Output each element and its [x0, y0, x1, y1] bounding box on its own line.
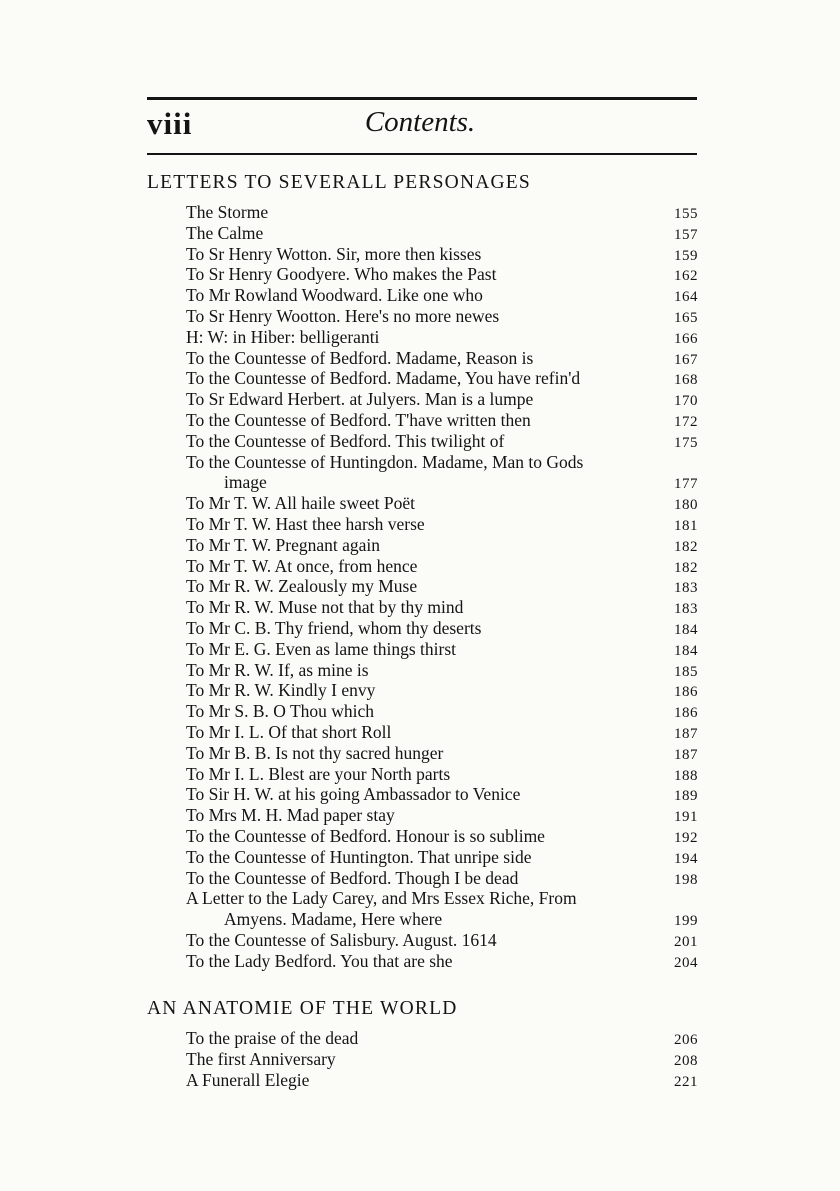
toc-entry-title: To the Lady Bedford. You that are she — [186, 950, 453, 971]
toc-entry — [186, 202, 698, 223]
toc-entry-page: 177 — [674, 476, 698, 493]
header-rule-bottom — [147, 153, 697, 155]
toc-entry-title: To Mr R. W. Zealously my Muse — [186, 576, 418, 597]
toc-entry-title: To Mr T. W. At once, from hence — [186, 555, 418, 576]
toc-entry — [186, 888, 698, 909]
toc-entry-title: To Mr R. W. Muse not that by thy mind — [186, 597, 464, 618]
toc-entry — [186, 389, 698, 410]
toc-entry — [186, 493, 698, 514]
toc-entry-title: To Sr Henry Goodyere. Who makes the Past — [186, 264, 497, 285]
toc-entry — [186, 306, 698, 327]
toc-entry-page: 189 — [674, 788, 698, 805]
toc-entry-page: 155 — [674, 206, 698, 222]
toc-entry — [186, 930, 698, 951]
toc-entry-title: To the Countesse of Bedford. This twilight of — [186, 430, 505, 451]
toc-entry — [186, 639, 698, 660]
toc-entry-title: To the Countesse of Bedford. T'have written then — [186, 409, 531, 430]
toc-entry — [186, 244, 698, 265]
toc-entry — [186, 223, 698, 244]
toc-entry — [186, 285, 698, 306]
toc-entry-title: To Mrs M. H. Mad paper stay — [186, 805, 395, 826]
toc-entry-page: 187 — [674, 725, 698, 742]
toc-entry — [186, 868, 698, 889]
toc-entry — [186, 660, 698, 681]
toc-entry-page: 204 — [674, 954, 698, 971]
toc-entry-title: To Mr R. W. Kindly I envy — [186, 680, 376, 701]
toc-entry-title: The Calme — [186, 222, 264, 243]
toc-entry — [186, 556, 698, 577]
toc-entry-title: To the Countesse of Bedford. Honour is so sublime — [186, 825, 545, 846]
toc-entry-title-continuation: image — [224, 472, 267, 493]
toc-entry-title: To Mr R. W. If, as mine is — [186, 659, 369, 680]
toc-entry-page: 172 — [674, 413, 698, 430]
toc-entry-page: 208 — [674, 1052, 698, 1069]
toc-entry-title: To Sr Henry Wotton. Sir, more then kisses — [186, 243, 482, 264]
toc-entry — [186, 576, 698, 597]
toc-entry — [186, 764, 698, 785]
toc-entry-title: H: W: in Hiber: belligeranti — [186, 326, 380, 347]
toc-entry — [186, 1070, 698, 1091]
toc-entry-page: 194 — [674, 850, 698, 867]
toc-entry-title: To the Countesse of Bedford. Madame, You have refin'd — [186, 368, 581, 389]
toc-entry — [186, 348, 698, 369]
toc-entry-page: 187 — [674, 746, 698, 763]
toc-entry — [186, 597, 698, 618]
toc-entry — [186, 847, 698, 868]
toc-entry-page: 164 — [674, 289, 698, 306]
toc-entry-page: 167 — [674, 351, 698, 368]
running-title: Contents. — [364, 106, 476, 138]
toc-entry-title: To Mr I. L. Of that short Roll — [186, 721, 392, 742]
toc-entry-title: To Mr S. B. O Thou which — [186, 701, 375, 722]
toc-entry-title: To the Countesse of Huntingdon. Madame, Man to Gods — [186, 451, 584, 472]
toc-entry-page: 191 — [674, 809, 698, 826]
toc-entry-page: 182 — [674, 559, 698, 576]
toc-entry — [186, 410, 698, 431]
toc-entry-title: To the Countesse of Huntington. That unripe side — [186, 846, 532, 867]
toc-entry-page: 188 — [674, 767, 698, 784]
toc-entry — [186, 826, 698, 847]
toc-entry-page: 221 — [674, 1073, 698, 1090]
toc-entry-title-continuation: Amyens. Madame, Here where — [224, 909, 443, 930]
toc-entry — [186, 680, 698, 701]
toc-entry — [186, 431, 698, 452]
toc-entry-page: 183 — [674, 601, 698, 618]
toc-entry-page: 162 — [674, 268, 698, 285]
toc-entry — [186, 784, 698, 805]
toc-entry-title: A Funerall Elegie — [186, 1069, 310, 1090]
toc-entry-title: The first Anniversary — [186, 1048, 336, 1069]
toc-entry-page: 183 — [674, 580, 698, 597]
toc-entry-page: 185 — [674, 663, 698, 680]
toc-entry-title: To Mr B. B. Is not thy sacred hunger — [186, 742, 444, 763]
toc-entry — [186, 264, 698, 285]
toc-entry — [186, 951, 698, 972]
toc-entry — [186, 327, 698, 348]
toc-entry-page: 184 — [674, 642, 698, 659]
toc-list-letters — [186, 202, 698, 971]
toc-entry — [186, 743, 698, 764]
toc-entry-title: To Sr Henry Wootton. Here's no more newes — [186, 305, 500, 326]
toc-entry-page: 170 — [674, 393, 698, 410]
toc-entry-page: 192 — [674, 829, 698, 846]
toc-entry-title: To Mr Rowland Woodward. Like one who — [186, 285, 483, 306]
toc-entry-title: To the Countesse of Salisbury. August. 1614 — [186, 929, 497, 950]
toc-entry-page: 175 — [674, 434, 698, 451]
section-heading-anatomie: AN ANATOMIE OF THE WORLD — [147, 998, 458, 1019]
toc-entry-title: To Sr Edward Herbert. at Julyers. Man is a lumpe — [186, 389, 534, 410]
toc-entry-page: 186 — [674, 705, 698, 722]
toc-entry-title: To Mr T. W. Pregnant again — [186, 534, 381, 555]
toc-entry-page: 157 — [674, 226, 698, 243]
toc-entry — [186, 535, 698, 556]
toc-entry-title: To Sir H. W. at his going Ambassador to Venice — [186, 784, 521, 805]
toc-entry — [186, 1028, 698, 1049]
toc-entry-page: 181 — [674, 517, 698, 534]
toc-entry — [186, 618, 698, 639]
toc-entry-page: 168 — [674, 372, 698, 389]
toc-entry-title: To the praise of the dead — [186, 1028, 359, 1048]
toc-entry-title: The Storme — [186, 202, 269, 222]
toc-entry — [186, 805, 698, 826]
toc-entry-page: 198 — [674, 871, 698, 888]
toc-entry-continuation — [186, 909, 698, 930]
toc-entry-title: To Mr T. W. Hast thee harsh verse — [186, 513, 425, 534]
toc-entry-title: A Letter to the Lady Carey, and Mrs Essex Riche, From — [186, 888, 577, 909]
toc-entry-page: 182 — [674, 538, 698, 555]
toc-entry-page: 180 — [674, 497, 698, 514]
toc-entry — [186, 722, 698, 743]
toc-entry-title: To Mr E. G. Even as lame things thirst — [186, 638, 456, 659]
toc-entry — [186, 452, 698, 473]
toc-list-anatomie — [186, 1028, 698, 1090]
toc-entry-page: 165 — [674, 309, 698, 326]
toc-entry-page: 186 — [674, 684, 698, 701]
toc-entry-title: To Mr I. L. Blest are your North parts — [186, 763, 451, 784]
toc-entry-title: To the Countesse of Bedford. Though I be dead — [186, 867, 519, 888]
toc-entry-page: 206 — [674, 1032, 698, 1048]
toc-entry-page: 166 — [674, 330, 698, 347]
toc-entry-page: 201 — [674, 933, 698, 950]
toc-entry-page: 159 — [674, 247, 698, 264]
toc-entry-title: To Mr T. W. All haile sweet Poët — [186, 493, 416, 514]
toc-entry-page: 199 — [674, 913, 698, 930]
toc-entry — [186, 1049, 698, 1070]
page-folio: viii — [147, 106, 193, 141]
header-rule-top — [147, 97, 697, 100]
section-heading-letters: LETTERS TO SEVERALL PERSONAGES — [147, 172, 531, 193]
toc-entry — [186, 701, 698, 722]
toc-entry — [186, 514, 698, 535]
toc-entry-page: 184 — [674, 621, 698, 638]
toc-entry-continuation — [186, 472, 698, 493]
toc-entry-title: To the Countesse of Bedford. Madame, Reason is — [186, 347, 534, 368]
toc-entry — [186, 368, 698, 389]
toc-entry-title: To Mr C. B. Thy friend, whom thy deserts — [186, 617, 482, 638]
